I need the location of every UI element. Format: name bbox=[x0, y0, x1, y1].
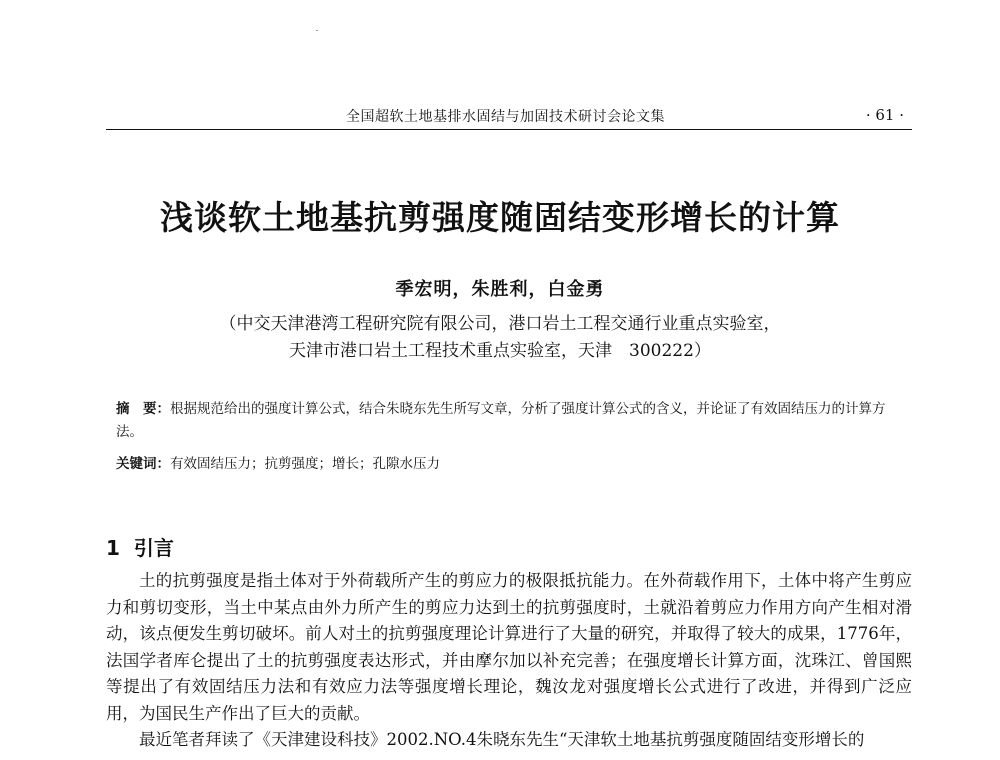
keywords-text: 有效固结压力；抗剪强度；增长；孔隙水压力 bbox=[170, 456, 440, 472]
section-number: 1 bbox=[106, 536, 120, 560]
body-paragraph: 土的抗剪强度是指土体对于外荷载所产生的剪应力的极限抵抗能力。在外荷载作用下，土体中将产生剪应力和剪切变形，当土中某点由外力所产生的剪应力达到土的抗剪强度时，土就沿着剪应力作用方向产生相对滑动，该点便发生剪切破坏。前人对土的抗剪强度理论计算进行了大量的研究，并取得了较大的成果，1776年，法国学者库仑提出了土的抗剪强度表达形式，并由摩尔加以补充完善；在强度增长计算方面，沈珠江、曾国熙等提出了有效固结压力法和有效应力法等强度增长理论，魏汝龙对强度增长公式进行了改进，并得到广泛应用，为国民生产作出了巨大的贡献。 bbox=[106, 571, 912, 723]
section-heading bbox=[106, 532, 174, 561]
paper-title: 浅谈软土地基抗剪强度随固结变形增长的计算 bbox=[160, 198, 840, 237]
page-number: · 61 · bbox=[865, 106, 904, 124]
affiliation-line-1: （中交天津港湾工程研究院有限公司，港口岩土工程交通行业重点实验室， bbox=[219, 314, 781, 334]
section-body bbox=[106, 568, 912, 754]
running-title: 全国超软土地基排水固结与加固技术研讨会论文集 bbox=[346, 109, 665, 125]
abstract-label: 摘 要： bbox=[116, 401, 170, 417]
authors: 季宏明，朱胜利，白金勇 bbox=[395, 279, 605, 300]
affiliation-line-2: 天津市港口岩土工程技术重点实验室，天津 300222） bbox=[289, 341, 711, 361]
section-title: 引言 bbox=[133, 536, 174, 560]
scan-speck bbox=[316, 30, 318, 31]
running-header bbox=[106, 104, 912, 128]
keywords-label: 关键词： bbox=[116, 456, 170, 472]
abstract bbox=[116, 398, 906, 444]
keywords bbox=[116, 452, 906, 472]
body-paragraph: 最近笔者拜读了《天津建设科技》2002.NO.4朱晓东先生“天津软土地基抗剪强度随固结变形增长的 bbox=[139, 730, 865, 749]
abstract-text: 根据规范给出的强度计算公式，结合朱晓东先生所写文章，分析了强度计算公式的含义，并论证了有效固结压力的计算方法。 bbox=[116, 401, 886, 440]
header-rule bbox=[106, 129, 912, 130]
